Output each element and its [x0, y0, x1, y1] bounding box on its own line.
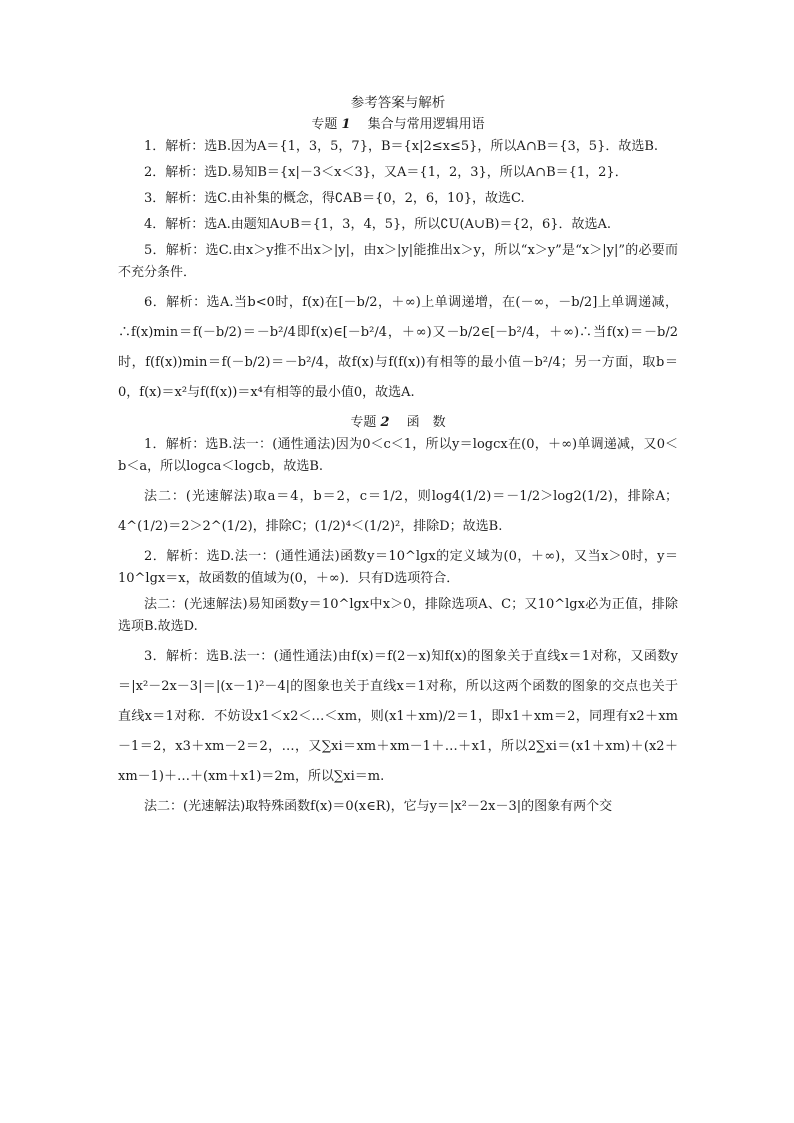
- answer-page: [118, 92, 678, 822]
- document-title: 参考答案与解析: [350, 95, 446, 111]
- section-1-title-number: 1: [341, 117, 351, 132]
- s1-answer-6: 6．解析：选A.当b<0时，f(x)在[－b/2，＋∞)上单调递增，在(－∞，－b/2]上单调递减，∴f(x)min＝f(－b/2)＝－b²/4即f(x)∈[－b²/4，＋∞)又－b/2∈[－b²/4，＋∞)∴当f(x)＝－b/2时，f(f(x))min＝f(－b/2)＝－b²/4，故f(x)与f(f(x))有相等的最小值－b²/4；另一方面，取b＝0，f(x)＝x²与f(f(x))＝x⁴有相等的最小值0，故选A.: [118, 295, 678, 400]
- s2-answer-1-method-2: 法二：(光速解法)取a＝4，b＝2，c＝1/2，则log4(1/2)＝－1/2＞log2(1/2)，排除A；4^(1/2)＝2＞2^(1/2)，排除C；(1/2)⁴＜(1/2)²，排除D；故选B.: [118, 489, 678, 534]
- s2-answer-3-method-1: 3．解析：选B.法一：(通性通法)由f(x)＝f(2－x)知f(x)的图象关于直线x＝1对称，又函数y＝|x²－2x－3|＝|(x－1)²－4|的图象也关于直线x＝1对称，所以这两个函数的图象的交点也关于直线x＝1对称．不妨设x1＜x2＜…＜xm，则(x1＋xm)/2＝1，即x1＋xm＝2，同理有x2＋xm－1＝2，x3＋xm－2＝2，…，又∑xi＝xm＋xm－1＋…＋x1，所以2∑xi＝(x1＋xm)＋(x2＋xm－1)＋…＋(xm＋x1)＝2m，所以∑xi＝m.: [118, 649, 678, 784]
- s1-answer-5: 5．解析：选C.由x＞y推不出x＞|y|，由x＞|y|能推出x＞y，所以“x＞y”是“x＞|y|”的必要而不充分条件．: [118, 243, 678, 280]
- s2-answer-3-method-2: 法二：(光速解法)取特殊函数f(x)＝0(x∈R)，它与y＝|x²－2x－3|的图象有两个交: [144, 799, 613, 814]
- s1-answer-2: 2．解析：选D.易知B＝{x|－3＜x＜3}，又A＝{1，2，3}，所以A∩B＝{1，2}．: [144, 165, 628, 180]
- section-2-title-prefix: 专题: [350, 415, 377, 430]
- section-2-title-number: 2: [380, 415, 390, 430]
- section-2-title: [118, 412, 678, 434]
- section-1-title-text: 集合与常用逻辑用语: [367, 117, 485, 132]
- s2-answer-2-method-2: 法二：(光速解法)易知函数y＝10^lgx中x＞0，排除选项A、C；又10^lgx必为正值，排除选项B.故选D.: [118, 597, 678, 634]
- s1-answer-3: 3．解析：选C.由补集的概念，得∁AB＝{0，2，6，10}，故选C.: [144, 191, 525, 206]
- section-1-title: [118, 114, 678, 136]
- section-2-title-text: 函 数: [406, 415, 446, 430]
- s1-answer-4: 4．解析：选A.由题知A∪B＝{1，3，4，5}，所以∁U(A∪B)＝{2，6}．故选A.: [144, 217, 612, 232]
- section-1-title-prefix: 专题: [311, 117, 338, 132]
- s2-answer-2-method-1: 2．解析：选D.法一：(通性通法)函数y＝10^lgx的定义域为(0，＋∞)，又当x＞0时，y＝10^lgx＝x，故函数的值域为(0，＋∞)．只有D选项符合．: [118, 549, 678, 586]
- s2-answer-1-method-1: 1．解析：选B.法一：(通性通法)因为0＜c＜1，所以y＝logcx在(0，＋∞)单调递减，又0＜b＜a，所以logca＜logcb，故选B.: [118, 437, 678, 474]
- s1-answer-1: 1．解析：选B.因为A＝{1，3，5，7}，B＝{x|2≤x≤5}，所以A∩B＝{3，5}．故选B.: [144, 139, 659, 154]
